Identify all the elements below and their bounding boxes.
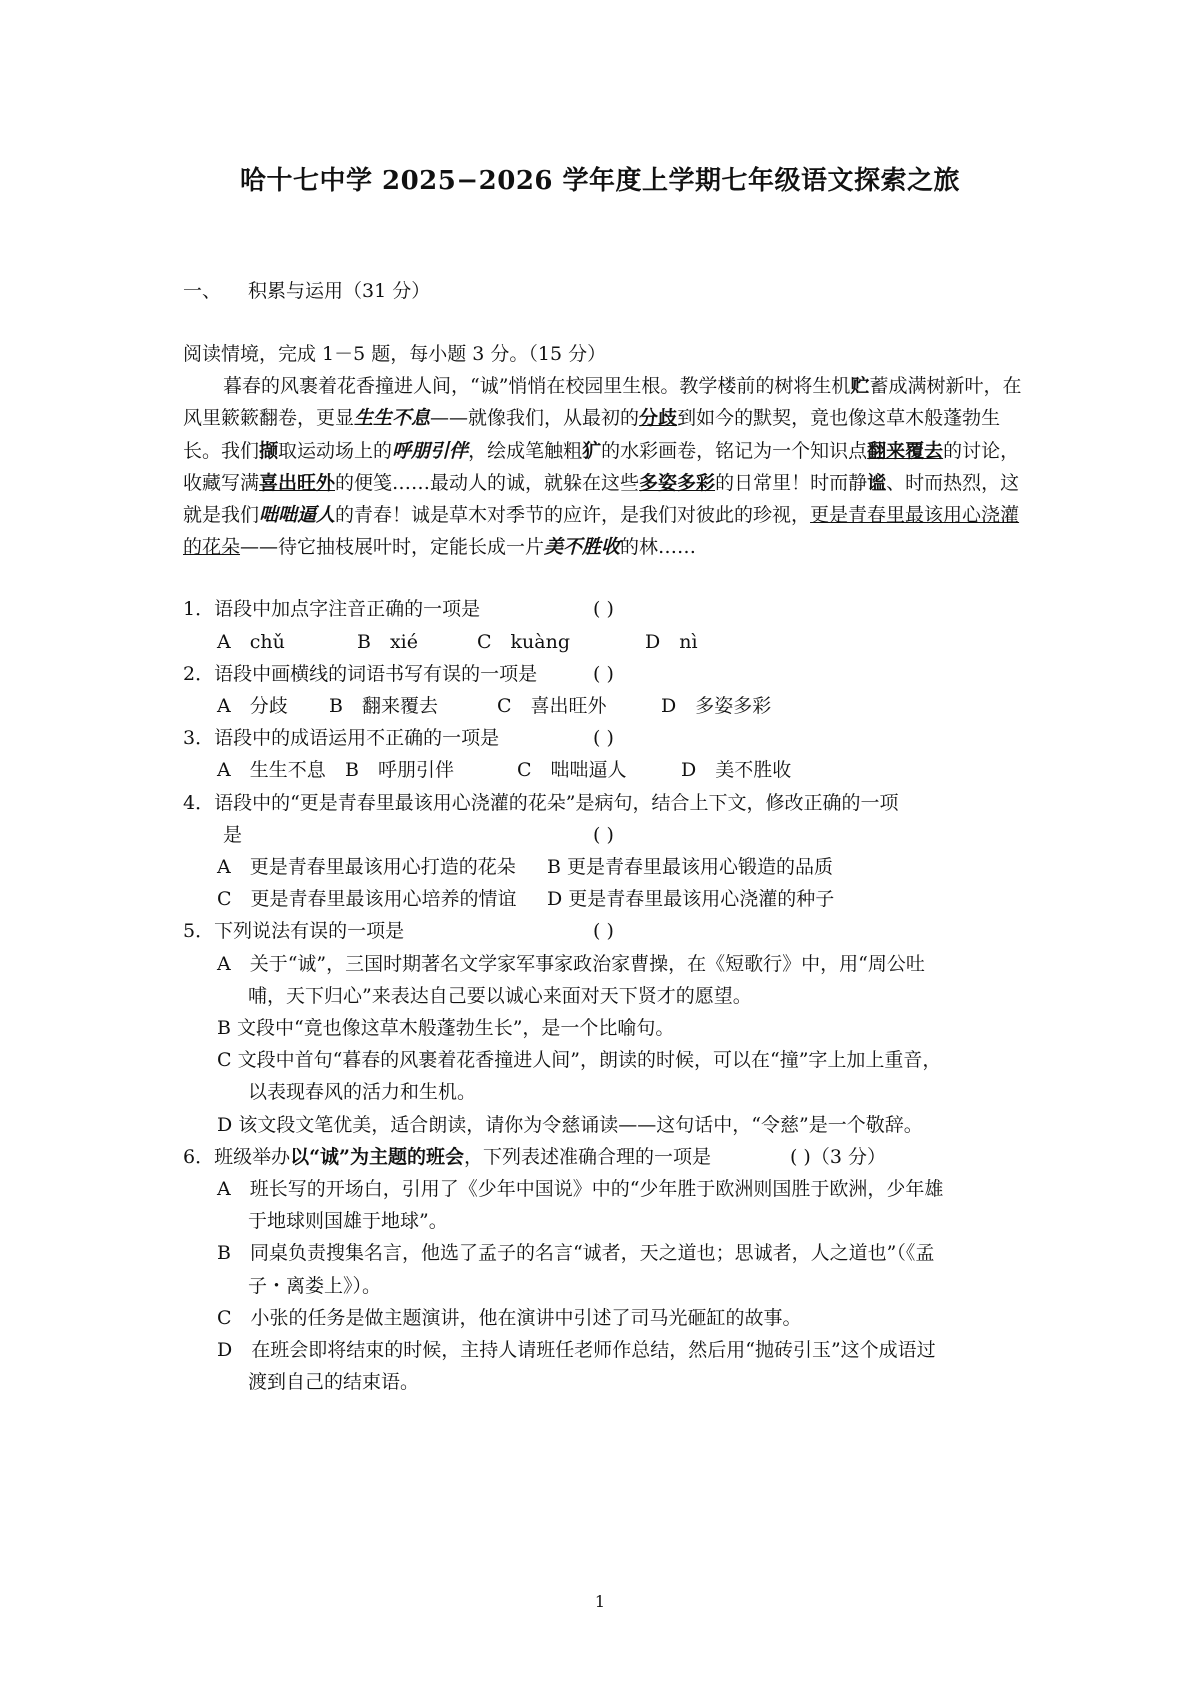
underlined-word: 多姿多彩 — [639, 471, 716, 494]
underlined-sentence: 更是青春里最该用心浇灌的花朵 — [183, 504, 1020, 559]
passage-text: 的林…… — [620, 536, 697, 559]
answer-blank-4[interactable]: ( ) — [593, 823, 614, 846]
passage-text: 蓄成满树新叶，在风里簌簌翻卷，更显 — [183, 375, 1022, 430]
option-d: D nì — [645, 630, 698, 653]
option-c: C 喜出旺外 — [497, 695, 607, 718]
passage-text: 到如今的默契，竟也像这草木般蓬勃生长。我们 — [183, 407, 1001, 462]
option-a: A 分歧 — [217, 695, 288, 718]
question-6-stem-pre: 6．班级举办 — [183, 1145, 291, 1168]
option-b: B 呼朋引伴 — [345, 759, 454, 782]
dotted-character: 犷 — [582, 439, 602, 462]
passage-text: 的讨论，收藏写满 — [183, 439, 1020, 494]
option-b: B 翻来覆去 — [329, 695, 438, 718]
underlined-word: 分歧 — [639, 407, 678, 430]
option-d: D 多姿多彩 — [661, 695, 772, 718]
dotted-character: 谧 — [867, 471, 887, 494]
passage-text: 、时而热烈，这就是我们 — [183, 471, 1020, 527]
question-1-options — [183, 626, 1023, 658]
question-5-option-c: C 文段中首句“暮春的风裹着花香撞进人间”，朗读的时候，可以在“撞”字上加上重音， — [217, 1049, 942, 1072]
question-3-options — [183, 754, 1023, 786]
option-a: A 生生不息 — [217, 759, 326, 782]
passage-text: 的日常里！时而静 — [715, 471, 868, 494]
question-5-option-d: D 该文段文笔优美，适合朗读，请你为令慈诵读——这句话中，“令慈”是一个敬辞。 — [217, 1113, 923, 1136]
question-3-stem: 3．语段中的成语运用不正确的一项是 — [183, 727, 500, 750]
question-4-stem-cont: 是 ( ) — [183, 819, 1023, 851]
question-5-option-b: B 文段中“竟也像这草木般蓬勃生长”，是一个比喻句。 — [217, 1017, 675, 1040]
option-a: A chǔ — [217, 630, 285, 653]
question-6-option-b-cont: 子・离娄上》）。 — [248, 1274, 382, 1297]
question-4-stem: 4．语段中的“更是青春里最该用心浇灌的花朵”是病句，结合上下文，修改正确的一项 — [183, 791, 899, 814]
answer-blank-6[interactable]: ( )（3 分） — [789, 1145, 886, 1168]
question-2 — [183, 658, 1023, 690]
passage-text: ——就像我们，从最初的 — [430, 407, 640, 430]
option-c: C kuàng — [477, 630, 571, 653]
question-6-option-d: D 在班会即将结束的时候，主持人请班任老师作总结，然后用“抛砖引玉”这个成语过 — [217, 1339, 936, 1362]
option-a: A 更是青春里最该用心打造的花朵 — [217, 856, 516, 879]
option-d: D 更是青春里最该用心浇灌的种子 — [547, 888, 835, 911]
question-5-stem: 5．下列说法有误的一项是 — [183, 920, 405, 943]
answer-blank-5[interactable]: ( ) — [593, 920, 614, 943]
question-2-stem: 2．语段中画横线的词语书写有误的一项是 — [183, 662, 538, 685]
dotted-character: 贮 — [850, 375, 870, 398]
question-1 — [183, 593, 1023, 625]
dotted-character: 撷 — [259, 439, 279, 462]
reading-passage — [183, 370, 1023, 563]
underlined-word: 翻来覆去 — [867, 439, 944, 462]
passage-text: 的青春！诚是草木对季节的应许，是我们对彼此的珍视， — [335, 504, 811, 527]
question-6-stem-bold: 以“诚”为主题的班会 — [290, 1145, 464, 1168]
question-6-option-a: A 班长写的开场白，引用了《少年中国说》中的“少年胜于欧洲则国胜于欧洲，少年雄 — [217, 1178, 944, 1201]
passage-text: 暮春的风裹着花香撞进人间，“诚”悄悄在校园里生根。教学楼前的树将生机 — [223, 375, 851, 398]
passage-text: ，绘成笔触粗 — [468, 439, 583, 462]
option-b: B xié — [357, 630, 418, 653]
passage-text: ——待它抽枝展叶时，定能长成一片 — [240, 536, 545, 559]
question-6-stem-post: ，下列表述准确合理的一项是 — [463, 1145, 711, 1168]
option-c: C 更是青春里最该用心培养的情谊 — [217, 888, 517, 911]
question-5 — [183, 915, 1023, 947]
passage-text: 取运动场上的 — [278, 439, 393, 462]
idiom-emphasis: 生生不息 — [354, 407, 431, 430]
page-number: 1 — [594, 1592, 606, 1611]
answer-blank-3[interactable]: ( ) — [593, 727, 614, 750]
underlined-word: 喜出旺外 — [259, 471, 336, 494]
reading-intro: 阅读情境，完成 1－5 题，每小题 3 分。（15 分） — [183, 343, 607, 365]
passage-text: 的水彩画卷，铭记为一个知识点 — [601, 439, 868, 462]
option-d: D 美不胜收 — [681, 759, 792, 782]
page-title: 哈十七中学 2025−2026 学年度上学期七年级语文探索之旅 — [239, 166, 961, 196]
idiom-emphasis: 咄咄逼人 — [259, 504, 336, 527]
option-b: B 更是青春里最该用心锻造的品质 — [547, 856, 834, 879]
section-number: 一、 — [183, 280, 222, 302]
answer-blank-1[interactable]: ( ) — [593, 598, 614, 621]
answer-blank-2[interactable]: ( ) — [593, 662, 614, 685]
question-5-option-a: A 关于“诚”，三国时期著名文学家军事家政治家曹操，在《短歌行》中，用“周公吐 — [217, 952, 925, 975]
idiom-emphasis: 美不胜收 — [544, 536, 621, 559]
section-heading — [183, 276, 430, 303]
idiom-emphasis: 呼朋引伴 — [392, 439, 469, 462]
question-5-option-c-cont: 以表现春风的活力和生机。 — [248, 1081, 477, 1104]
question-6-option-b: B 同桌负责搜集名言，他选了孟子的名言“诚者，天之道也；思诚者，人之道也”（《孟 — [217, 1242, 935, 1265]
question-5-option-a-cont: 哺，天下归心”来表达自己要以诚心来面对天下贤才的愿望。 — [248, 984, 752, 1007]
question-4-options-ab — [183, 851, 1023, 883]
question-6-option-a-cont: 于地球则国雄于地球”。 — [248, 1210, 448, 1233]
question-6-option-c: C 小张的任务是做主题演讲，他在演讲中引述了司马光砸缸的故事。 — [217, 1306, 802, 1329]
question-6-option-d-cont: 渡到自己的结束语。 — [248, 1371, 420, 1394]
question-2-options — [183, 690, 1023, 722]
passage-text: 的便笺……最动人的诚，就躲在这些 — [335, 471, 640, 494]
question-6 — [183, 1141, 1023, 1173]
question-3 — [183, 722, 1023, 754]
option-c: C 咄咄逼人 — [517, 759, 627, 782]
exam-body — [183, 338, 1023, 1399]
question-1-stem: 1．语段中加点字注音正确的一项是 — [183, 598, 481, 621]
question-4-options-cd — [183, 883, 1023, 915]
section-label: 积累与运用（31 分） — [248, 280, 431, 302]
